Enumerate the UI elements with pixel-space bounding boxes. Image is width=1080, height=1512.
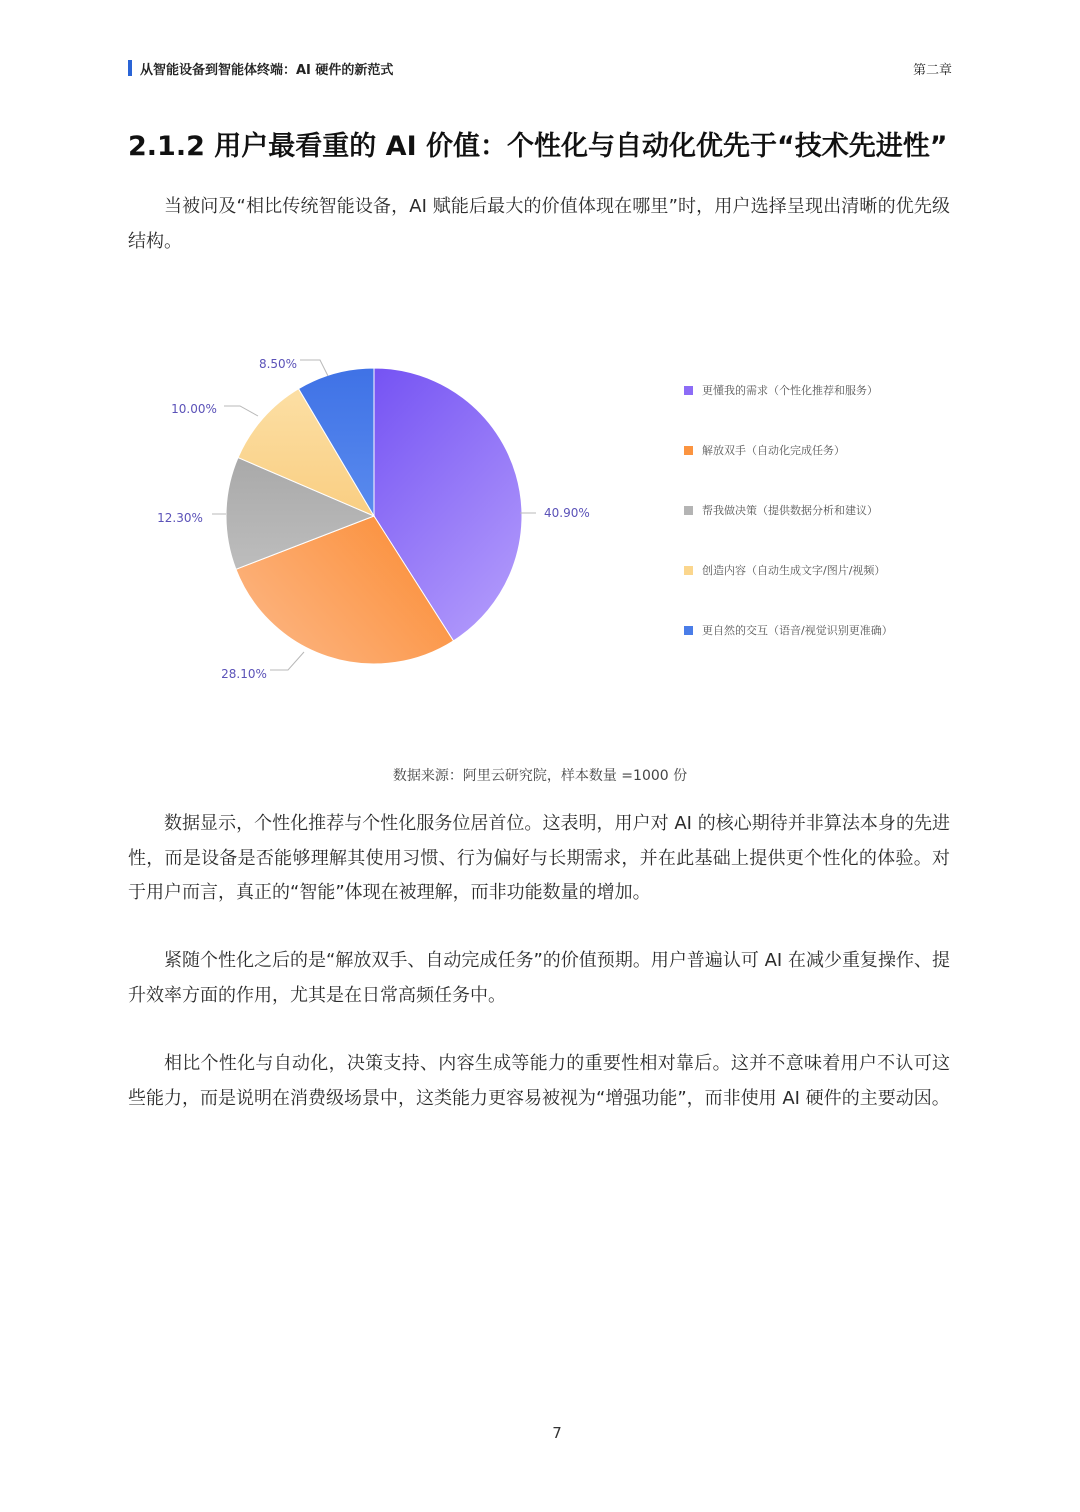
intro-paragraph: 当被问及“相比传统智能设备，AI 赋能后最大的价值体现在哪里”时，用户选择呈现出清晰的优先级结构。 <box>128 196 950 252</box>
body-paragraph-2: 紧随个性化之后的是“解放双手、自动完成任务”的价值预期。用户普遍认可 AI 在减少重复操作、提升效率方面的作用，尤其是在日常高频任务中。 <box>128 950 950 1006</box>
body-paragraph-3: 相比个性化与自动化，决策支持、内容生成等能力的重要性相对靠后。这并不意味着用户不认可这些能力，而是说明在消费级场景中，这类能力更容易被视为“增强功能”，而非使用 AI 硬件的主要动因。 <box>128 1053 950 1109</box>
legend-label: 创造内容（自动生成文字/图片/视频） <box>702 564 886 577</box>
legend-label: 帮我做决策（提供数据分析和建议） <box>702 504 878 517</box>
value-label: 28.10% <box>221 667 267 681</box>
legend-swatch <box>684 386 693 395</box>
pie-slices <box>226 368 522 664</box>
leader-line <box>300 360 328 376</box>
data-source-note: 数据来源：阿里云研究院，样本数量 =1000 份 <box>392 768 688 784</box>
value-label: 12.30% <box>157 511 203 525</box>
leader-line <box>224 406 258 416</box>
legend-swatch <box>684 566 693 575</box>
legend-swatch <box>684 446 693 455</box>
header-chapter: 第二章 <box>912 63 952 78</box>
body-paragraph-1: 数据显示，个性化推荐与个性化服务位居首位。这表明，用户对 AI 的核心期待并非算法本身的先进性，而是设备是否能够理解其使用习惯、行为偏好与长期需求，并在此基础上提供更个性化的体验。对于用户而言，真正的“智能”体现在被理解，而非功能数量的增加。 <box>128 813 950 903</box>
legend-label: 更懂我的需求（个性化推荐和服务） <box>702 384 878 397</box>
legend-label: 更自然的交互（语音/视觉识别更准确） <box>702 624 893 637</box>
value-label: 10.00% <box>171 402 217 416</box>
legend-swatch <box>684 506 693 515</box>
legend-label: 解放双手（自动化完成任务） <box>702 444 845 457</box>
header-title: 从智能设备到智能体终端：AI 硬件的新范式 <box>140 63 394 78</box>
header-accent-bar <box>128 60 132 76</box>
leader-line <box>270 652 304 670</box>
legend-swatch <box>684 626 693 635</box>
running-header <box>128 58 952 80</box>
value-label: 8.50% <box>258 357 298 371</box>
section-title: 2.1.2 用户最看重的 AI 价值：个性化与自动化优先于“技术先进性” <box>128 131 948 162</box>
page-number: 7 <box>552 1424 562 1442</box>
value-label: 40.90% <box>544 506 590 520</box>
